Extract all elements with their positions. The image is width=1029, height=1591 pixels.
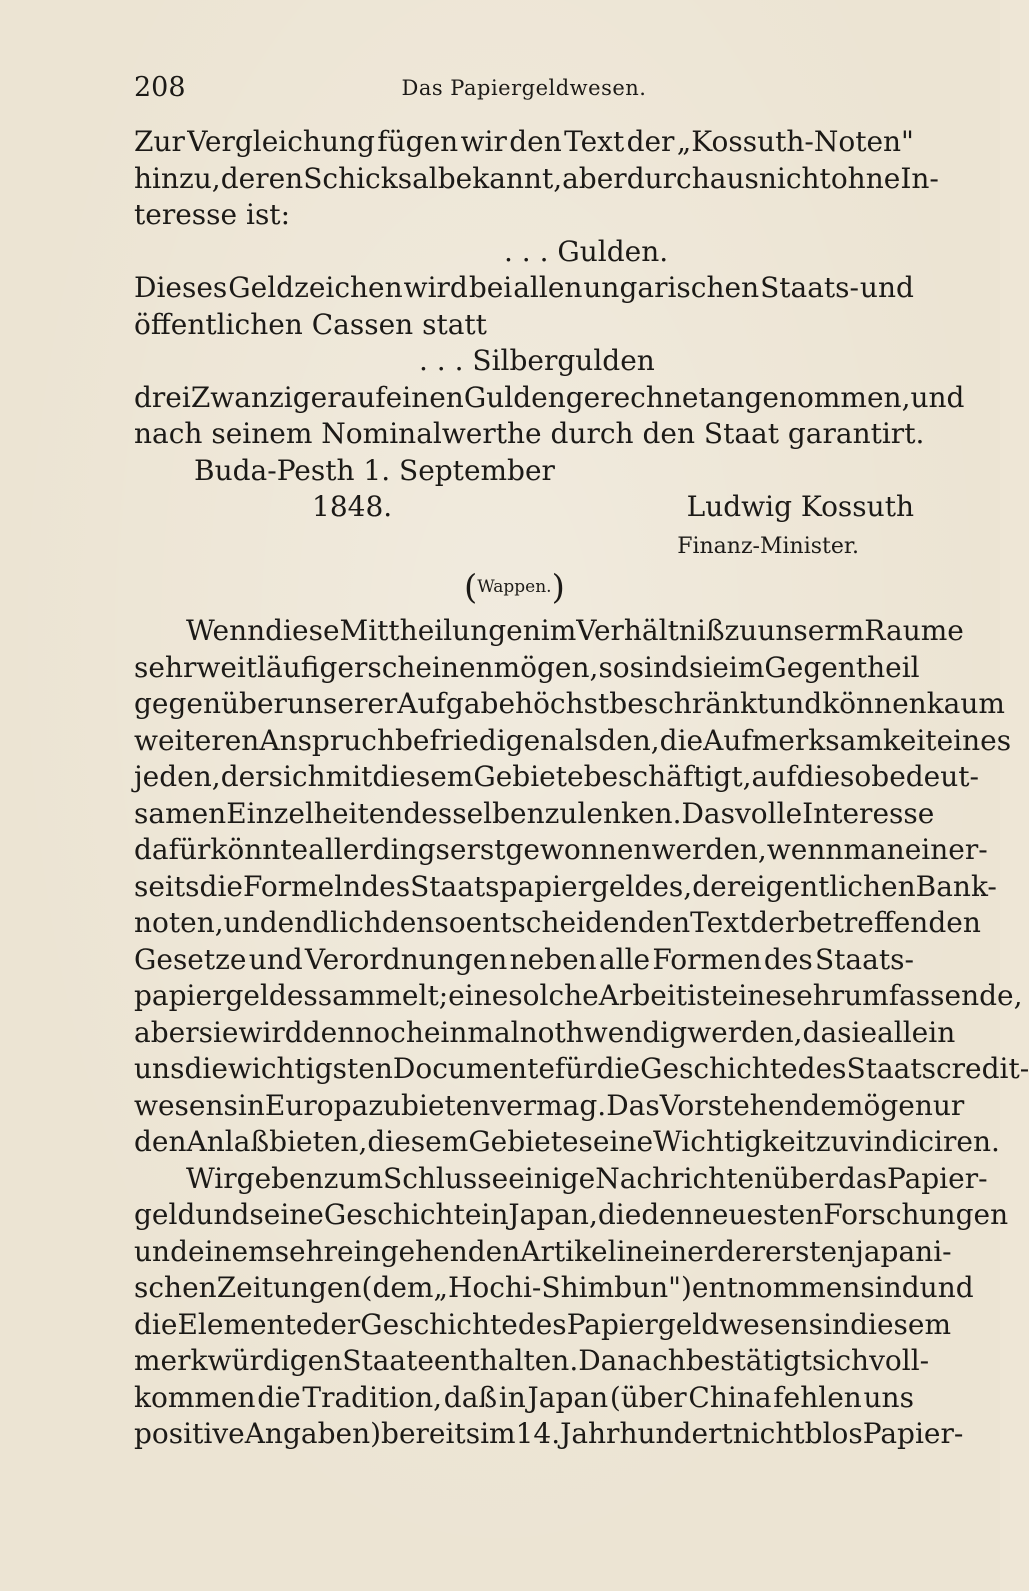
word: Geschichte [640, 1052, 798, 1085]
paragraph-intro [134, 124, 939, 234]
word: gerechnet [565, 380, 710, 414]
text-line [134, 1161, 988, 1198]
word: endlich [277, 906, 382, 939]
word: Gebiete [473, 760, 584, 793]
word: Text [564, 125, 625, 158]
word: angenommen, [709, 380, 911, 414]
word: Aufgabe [397, 687, 516, 720]
word: samen [134, 796, 227, 830]
word: entscheidenden [465, 906, 691, 939]
text-line [134, 1197, 1009, 1234]
word: der [750, 906, 799, 939]
page-body [134, 124, 1029, 1453]
word: in [616, 1234, 644, 1268]
word: eine [721, 979, 782, 1012]
word: seine [249, 1198, 324, 1231]
word: nicht [732, 1417, 805, 1450]
word: Gegentheil [764, 650, 920, 684]
word: Jahrhundert [560, 1417, 733, 1450]
word: geld [134, 1198, 196, 1231]
word: aber [134, 1015, 199, 1049]
word: Einzelheiten [226, 796, 404, 830]
word: Text [690, 906, 751, 939]
word: erst [449, 833, 506, 866]
note-line [134, 270, 914, 307]
text-line [134, 759, 979, 796]
word: neben [509, 942, 597, 976]
word: in [498, 1380, 526, 1414]
note-line [134, 380, 965, 417]
note-silbergulden: . . . Silbergulden [419, 344, 655, 377]
word: solche [508, 979, 599, 1012]
text-line [134, 832, 988, 869]
word: können [822, 687, 927, 720]
word: (über [609, 1380, 687, 1414]
word: Forschungen [823, 1198, 1009, 1231]
word: eingehenden [337, 1234, 521, 1268]
word: in [481, 1198, 509, 1231]
word: die [596, 1052, 641, 1085]
word: Bank- [915, 869, 997, 903]
word: die [796, 760, 841, 793]
word: Das [606, 1088, 660, 1122]
text-line [134, 1051, 1029, 1088]
text-line [134, 1380, 914, 1417]
word: gegenüber [134, 687, 287, 720]
word: betreffenden [798, 906, 981, 939]
word: allerdings [308, 833, 450, 866]
word: Wir [186, 1161, 237, 1195]
word: den [134, 1125, 187, 1158]
word: diesem [367, 1125, 469, 1158]
word: zu [815, 1125, 849, 1158]
word: „Hochi-Shimbun") [433, 1271, 692, 1304]
word: einige [508, 1161, 596, 1195]
word: Artikel [520, 1234, 617, 1268]
word: unserm [757, 614, 865, 647]
word: könnte [210, 833, 309, 866]
word: den [641, 1198, 694, 1231]
word: einer- [904, 833, 988, 866]
word: eines [936, 723, 1012, 757]
word: Formeln [242, 869, 362, 903]
word: 14. [515, 1417, 561, 1450]
word: Zeitungen [216, 1271, 362, 1304]
word: Angaben) [244, 1417, 382, 1450]
word: geben [236, 1161, 324, 1195]
signature-row [134, 489, 914, 529]
word: der [626, 125, 675, 158]
word: Anspruch [259, 723, 395, 757]
word: des [361, 869, 411, 903]
word: werden, [651, 833, 767, 866]
word: eine [448, 979, 509, 1012]
text-line [134, 1015, 956, 1052]
word: der [717, 1234, 765, 1268]
word: mögen, [493, 650, 599, 684]
word: teresse ist: [134, 198, 290, 231]
word: zu [368, 1088, 402, 1122]
word: fehlen [773, 1380, 862, 1414]
paren-open: ( [464, 567, 478, 608]
word: höchst [515, 687, 610, 720]
word: der [312, 1307, 361, 1341]
word: Verordnungen [304, 942, 508, 976]
word: Vorstehende [659, 1088, 837, 1122]
word: zu [544, 796, 578, 830]
word: durchaus [626, 161, 759, 195]
word: fügen [377, 125, 459, 158]
word: diesem [372, 760, 474, 793]
word: Japan, [508, 1198, 598, 1231]
word: entnommen [691, 1271, 861, 1304]
word: wichtigsten [227, 1052, 393, 1085]
word: bestätigt [685, 1344, 813, 1377]
word: sie [198, 1015, 239, 1049]
text-line [134, 124, 914, 161]
text-line [134, 1416, 964, 1453]
word: des [517, 1307, 567, 1341]
word: die [659, 723, 704, 757]
text-line [134, 869, 997, 906]
word: Japan [527, 1380, 609, 1414]
text-line [134, 723, 1012, 760]
word: diesem [850, 1307, 952, 1341]
word: man [843, 833, 905, 866]
seal-label: Wappen. [477, 577, 552, 597]
word: Documente [392, 1052, 555, 1085]
word: enthalten. [433, 1344, 579, 1377]
word: japani- [855, 1234, 952, 1268]
word: Danach [578, 1344, 686, 1377]
word: diese [265, 614, 340, 647]
word: (dem [361, 1271, 434, 1304]
word: des [797, 1052, 847, 1085]
word: weitläufig [196, 650, 338, 684]
word: wenn [766, 833, 844, 866]
word: Staats- [760, 271, 859, 304]
word: In- [900, 161, 939, 195]
word: sind [860, 1271, 920, 1304]
word: gewonnen [505, 833, 652, 866]
text-line [134, 796, 935, 833]
word: Tradition, [302, 1380, 443, 1414]
word: kommen [134, 1380, 256, 1414]
kossuth-note-text [134, 234, 965, 614]
paragraph-mitteilungen [134, 613, 1029, 1161]
word: nothwendig [519, 1015, 688, 1049]
word: sich [812, 1344, 870, 1377]
signatory-name: Ludwig Kossuth [686, 490, 914, 523]
word: Gulden [463, 380, 566, 414]
note-line: öffentlichen Cassen statt [134, 307, 487, 341]
word: sind [629, 650, 689, 684]
word: ungarischen [583, 271, 760, 304]
word: Raume [864, 614, 964, 647]
word: sehr [781, 979, 845, 1012]
word: seits [134, 869, 200, 903]
word: Anlaß [186, 1125, 270, 1158]
word: die [257, 1380, 301, 1414]
seal-placeholder [134, 565, 914, 613]
word: Interesse [802, 796, 935, 830]
word: ist [687, 979, 722, 1012]
word: Geschichte [323, 1198, 482, 1231]
text-line [134, 1307, 952, 1344]
word: Staate [342, 1344, 434, 1377]
word: und [195, 1198, 250, 1231]
word: einem [188, 1234, 275, 1268]
text-line [134, 650, 920, 687]
word: ersten [764, 1234, 856, 1268]
text-line [134, 1124, 1000, 1161]
word: drei [134, 380, 191, 414]
word: deren [220, 161, 304, 195]
word: auf [340, 380, 386, 414]
word: einmal [423, 1015, 520, 1049]
word: so [840, 760, 872, 793]
word: zu [724, 614, 758, 647]
word: die [184, 1052, 228, 1085]
word: und [223, 906, 278, 939]
word: die [597, 1198, 642, 1231]
note-line: nach seinem Nominalwerthe durch den Staat garantirt. [134, 417, 925, 450]
word: Mittheilungen [339, 614, 541, 647]
word: und [248, 942, 303, 976]
word: Geldzeichen [228, 271, 403, 304]
word: über [772, 1161, 838, 1195]
word: Geschichte [360, 1307, 518, 1341]
word: zum [323, 1161, 384, 1195]
word: ohne [830, 161, 901, 195]
page-header [134, 72, 914, 112]
word: Aufmerksamkeit [703, 723, 937, 757]
word: lenken. [577, 796, 682, 830]
word: die [199, 869, 243, 903]
word: blos [804, 1417, 863, 1450]
text-line [134, 613, 964, 650]
text-line [134, 197, 914, 234]
word: merkwürdigen [134, 1344, 343, 1377]
paragraph-japan [134, 1161, 1009, 1453]
running-head: Das Papiergeldwesen. [401, 76, 647, 100]
word: und [134, 1234, 188, 1268]
word: umfassende, [844, 979, 1023, 1012]
word: positive [134, 1417, 245, 1450]
word: noten, [134, 906, 224, 939]
word: weiteren [134, 723, 260, 757]
word: nur [914, 1088, 965, 1122]
word: papiergeldes [134, 979, 318, 1012]
word: beschränkt [609, 687, 769, 720]
word: allein [877, 1015, 956, 1049]
word: befriedigen [395, 723, 559, 757]
text-line [134, 942, 914, 979]
word: Europa [264, 1088, 369, 1122]
word: eigentlichen [740, 869, 916, 903]
word: Staatscredit- [846, 1052, 1029, 1085]
word: so [598, 650, 630, 684]
word: Wichtigkeit [653, 1125, 816, 1158]
word: Formen [652, 942, 762, 976]
word: Elemente [177, 1307, 313, 1341]
word: der [692, 869, 741, 903]
word: Zwanziger [190, 380, 341, 414]
word: Zur [134, 125, 185, 158]
word: dennoch [302, 1015, 424, 1049]
word: des [763, 942, 813, 976]
note-year: 1848. [312, 490, 393, 523]
word: volle [734, 796, 803, 830]
word: Papiergeldwesens [566, 1307, 824, 1341]
word: aber [562, 161, 627, 195]
word: im [540, 614, 577, 647]
word: China [688, 1380, 772, 1414]
word: und [768, 687, 823, 720]
word: nicht [758, 161, 831, 195]
word: sehr [134, 650, 197, 684]
text-line [134, 686, 1005, 723]
word: wird [403, 271, 468, 304]
word: sammelt; [317, 979, 449, 1012]
word: Vergleichung [187, 125, 375, 158]
word: seine [578, 1125, 654, 1158]
word: desselben [403, 796, 545, 830]
word: Papier- [862, 1417, 964, 1450]
word: uns [863, 1380, 914, 1414]
word: Nachrichten [595, 1161, 773, 1195]
word: sie [837, 1015, 878, 1049]
word: bieten [401, 1088, 491, 1122]
word: Schicksal [303, 161, 438, 195]
word: bereits [381, 1417, 481, 1450]
word: Wenn [186, 614, 266, 647]
word: als [558, 723, 599, 757]
word: da [802, 1015, 838, 1049]
word: wesens [134, 1088, 238, 1122]
word: neuesten [693, 1198, 824, 1231]
word: bieten, [269, 1125, 368, 1158]
word: wird [238, 1015, 303, 1049]
word: den [381, 906, 435, 939]
word: allen [513, 271, 583, 304]
word: sehr [274, 1234, 338, 1268]
word: bekannt, [437, 161, 563, 195]
word: für [554, 1052, 597, 1085]
word: einen [385, 380, 464, 414]
word: Dieses [134, 271, 228, 304]
word: und [910, 380, 965, 414]
word: daß [443, 1380, 498, 1414]
text-line [134, 1270, 974, 1307]
word: werden, [687, 1015, 803, 1049]
text-line [134, 1234, 952, 1271]
word: vindiciren. [848, 1125, 1000, 1158]
word: erscheinen [337, 650, 494, 684]
word: Staats- [815, 942, 914, 976]
word: mit [325, 760, 373, 793]
text-line [134, 161, 939, 198]
word: hinzu, [134, 161, 221, 195]
word: im [728, 650, 765, 684]
note-place-date: Buda-Pesth 1. September [194, 453, 555, 487]
word: auf [751, 760, 797, 793]
word: vermag. [490, 1088, 607, 1122]
word: sie [688, 650, 729, 684]
text-line [134, 905, 981, 942]
word: sich [268, 760, 326, 793]
word: die [134, 1307, 178, 1341]
word: jeden, [134, 760, 221, 793]
word: möge [836, 1088, 915, 1122]
word: Staatspapiergeldes, [410, 869, 693, 903]
word: und [859, 271, 914, 304]
word: beschäftigt, [583, 760, 752, 793]
text-line [134, 978, 1023, 1015]
word: Verhältniß [576, 614, 725, 647]
word: alle [598, 942, 651, 976]
text-line [134, 1343, 930, 1380]
paren-close: ) [551, 567, 565, 608]
word: in [237, 1088, 265, 1122]
word: voll- [869, 1344, 930, 1377]
word: einer [643, 1234, 718, 1268]
word: so [434, 906, 466, 939]
word: „Kossuth-Noten" [676, 125, 914, 158]
word: uns [134, 1052, 185, 1085]
word: in [823, 1307, 851, 1341]
word: und [919, 1271, 974, 1304]
word: bei [468, 271, 513, 304]
word: Schlusse [383, 1161, 509, 1195]
text-line [134, 1088, 965, 1125]
page-number: 208 [134, 72, 186, 103]
word: den [509, 125, 562, 158]
note-gulden: . . . Gulden. [504, 234, 669, 268]
word: Arbeit [598, 979, 688, 1012]
word: kaum [926, 687, 1005, 720]
word: dafür [134, 833, 211, 866]
word: im [480, 1417, 516, 1450]
word: Das [681, 796, 735, 830]
word: wir [460, 125, 507, 158]
word: Papier- [886, 1161, 988, 1195]
word: das [837, 1161, 887, 1195]
word: Gesetze [134, 942, 247, 976]
word: der [220, 760, 269, 793]
word: bedeut- [871, 760, 979, 793]
word: den, [598, 723, 660, 757]
signatory-title: Finanz-Minister. [677, 534, 859, 559]
word: unserer [286, 687, 398, 720]
word: schen [134, 1271, 217, 1304]
word: Gebiete [468, 1125, 579, 1158]
